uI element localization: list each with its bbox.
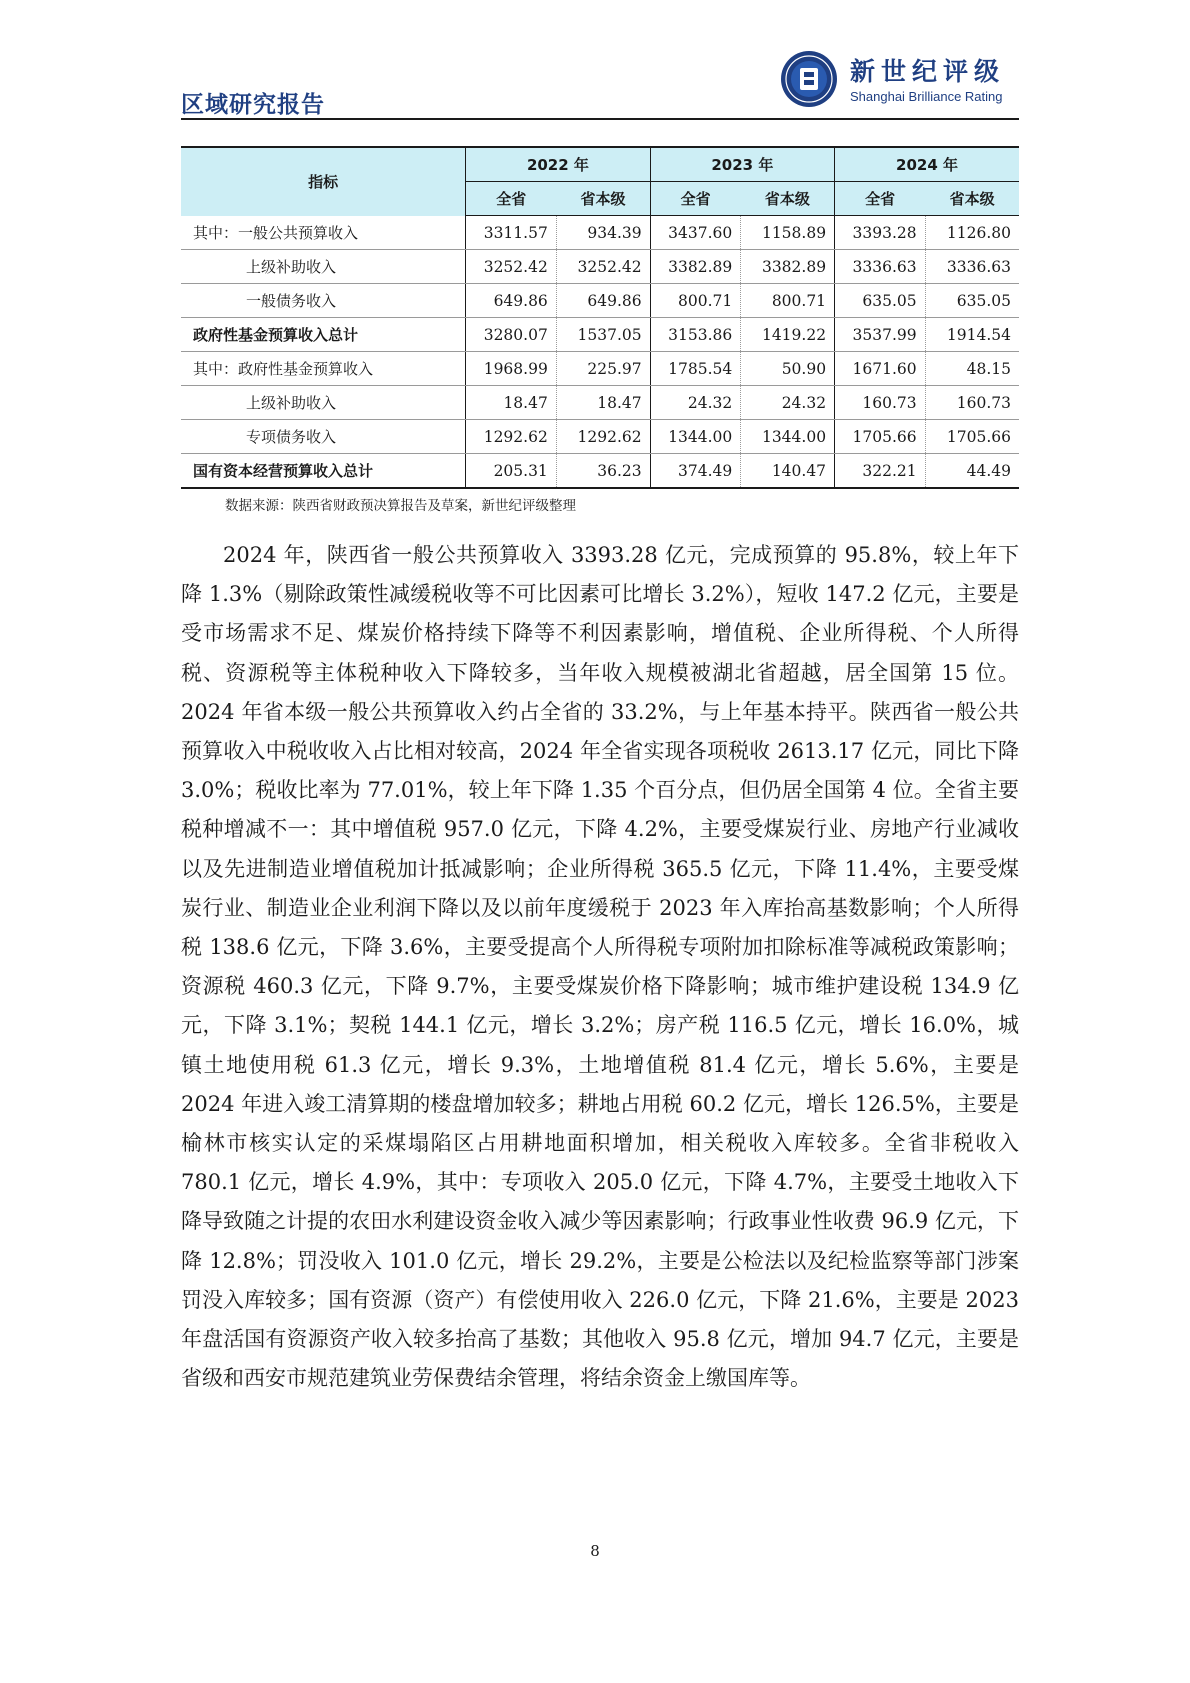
table-cell: 3393.28: [835, 216, 926, 250]
table-cell: 205.31: [466, 454, 557, 489]
logo-english-name: Shanghai Brilliance Rating: [850, 89, 1003, 104]
table-cell: 800.71: [650, 284, 741, 318]
table-cell: 3382.89: [650, 250, 741, 284]
table-cell: 649.86: [466, 284, 557, 318]
logo-emblem-icon: [780, 50, 838, 108]
table-cell: 3336.63: [835, 250, 926, 284]
table-cell: 3537.99: [835, 318, 926, 352]
table-row: [181, 250, 1019, 284]
page-number: 8: [590, 1542, 600, 1560]
table-cell: 635.05: [835, 284, 926, 318]
revenue-table: [181, 146, 1019, 489]
sub-header: 全省: [650, 182, 741, 216]
table-cell: 18.47: [466, 386, 557, 420]
table-cell: 50.90: [741, 352, 835, 386]
table-cell: 1705.66: [835, 420, 926, 454]
table-cell: 322.21: [835, 454, 926, 489]
table-cell: 225.97: [556, 352, 650, 386]
table-cell: 3311.57: [466, 216, 557, 250]
table-cell: 18.47: [556, 386, 650, 420]
table-cell: 140.47: [741, 454, 835, 489]
report-title: 区域研究报告: [181, 92, 325, 118]
body-paragraph: 2024 年，陕西省一般公共预算收入 3393.28 亿元，完成预算的 95.8%，较上年下降 1.3%（剔除政策性减缓税收等不可比因素可比增长 3.2%），短收 147.2 亿元，主要是受市场需求不足、煤炭价格持续下降等不利因素影响，增值税、企业所得税、个人所得税、资源税等主体税种收入下降较多，当年收入规模被湖北省超越，居全国第 15 位。2024 年省本级一般公共预算收入约占全省的 33.2%，与上年基本持平。陕西省一般公共预算收入中税收收入占比相对较高，2024 年全省实现各项税收 2613.17 亿元，同比下降 3.0%；税收比率为 77.01%，较上年下降 1.35 个百分点，但仍居全国第 4 位。全省主要税种增减不一：其中增值税 957.0 亿元，下降 4.2%，主要受煤炭行业、房地产行业减收以及先进制造业增值税加计抵减影响；企业所得税 365.5 亿元，下降 11.4%，主要受煤炭行业、制造业企业利润下降以及以前年度缓税于 2023 年入库抬高基数影响；个人所得税 138.6 亿元，下降 3.6%，主要受提高个人所得税专项附加扣除标准等减税政策影响；资源税 460.3 亿元，下降 9.7%，主要受煤炭价格下降影响；城市维护建设税 134.9 亿元，下降 3.1%；契税 144.1 亿元，增长 3.2%；房产税 116.5 亿元，增长 16.0%，城镇土地使用税 61.3 亿元，增长 9.3%，土地增值税 81.4 亿元，增长 5.6%，主要是 2024 年进入竣工清算期的楼盘增加较多；耕地占用税 60.2 亿元，增长 126.5%，主要是榆林市核实认定的采煤塌陷区占用耕地面积增加，相关税收入库较多。全省非税收入 780.1 亿元，增长 4.9%，其中：专项收入 205.0 亿元，下降 4.7%，主要受土地收入下降导致随之计提的农田水利建设资金收入减少等因素影响；行政事业性收费 96.9 亿元，下降 12.8%；罚没收入 101.0 亿元，增长 29.2%，主要是公检法以及纪检监察等部门涉案罚没入库较多；国有资源（资产）有偿使用收入 226.0 亿元，下降 21.6%，主要是 2023 年盘活国有资源资产收入较多抬高了基数；其他收入 95.8 亿元，增加 94.7 亿元，主要是省级和西安市规范建筑业劳保费结余管理，将结余资金上缴国库等。: [181, 543, 1019, 1391]
year-header: 2024 年: [835, 147, 1019, 182]
table-cell: 160.73: [925, 386, 1019, 420]
row-label: 上级补助收入: [181, 386, 466, 420]
row-label: 国有资本经营预算收入总计: [181, 454, 466, 489]
table-header-row: [181, 147, 1019, 182]
table-cell: 24.32: [741, 386, 835, 420]
table-cell: 3252.42: [466, 250, 557, 284]
table-cell: 1344.00: [741, 420, 835, 454]
table-row: [181, 420, 1019, 454]
table-cell: 635.05: [925, 284, 1019, 318]
table-cell: 1292.62: [556, 420, 650, 454]
table-row: [181, 454, 1019, 489]
index-column-header: 指标: [181, 147, 466, 216]
table-cell: 649.86: [556, 284, 650, 318]
table-row: [181, 352, 1019, 386]
sub-header: 省本级: [925, 182, 1019, 216]
table-cell: 1671.60: [835, 352, 926, 386]
table-cell: 1705.66: [925, 420, 1019, 454]
sub-header: 全省: [835, 182, 926, 216]
table-cell: 1419.22: [741, 318, 835, 352]
logo-chinese-name: 新世纪评级: [850, 57, 1006, 86]
table-cell: 1537.05: [556, 318, 650, 352]
row-label: 其中：政府性基金预算收入: [181, 352, 466, 386]
table-row: [181, 216, 1019, 250]
table-row: [181, 386, 1019, 420]
table-cell: 1292.62: [466, 420, 557, 454]
sub-header: 全省: [466, 182, 557, 216]
row-label: 其中：一般公共预算收入: [181, 216, 466, 250]
table-cell: 36.23: [556, 454, 650, 489]
year-header: 2022 年: [466, 147, 650, 182]
year-header: 2023 年: [650, 147, 834, 182]
data-source-note: 数据来源：陕西省财政预决算报告及草案，新世纪评级整理: [225, 498, 576, 514]
sub-header: 省本级: [556, 182, 650, 216]
table-cell: 1158.89: [741, 216, 835, 250]
row-label: 专项债务收入: [181, 420, 466, 454]
table-cell: 374.49: [650, 454, 741, 489]
table-cell: 1126.80: [925, 216, 1019, 250]
table-cell: 800.71: [741, 284, 835, 318]
table-cell: 934.39: [556, 216, 650, 250]
table-row: [181, 284, 1019, 318]
sub-header: 省本级: [741, 182, 835, 216]
table-cell: 24.32: [650, 386, 741, 420]
table-cell: 3336.63: [925, 250, 1019, 284]
table-cell: 1344.00: [650, 420, 741, 454]
table-cell: 3252.42: [556, 250, 650, 284]
row-label: 一般债务收入: [181, 284, 466, 318]
table-row: [181, 318, 1019, 352]
table-cell: 3382.89: [741, 250, 835, 284]
table-cell: 1968.99: [466, 352, 557, 386]
table-cell: 3280.07: [466, 318, 557, 352]
header-divider: [181, 118, 1019, 120]
table-cell: 1785.54: [650, 352, 741, 386]
table-cell: 3437.60: [650, 216, 741, 250]
row-label: 上级补助收入: [181, 250, 466, 284]
row-label: 政府性基金预算收入总计: [181, 318, 466, 352]
table-cell: 48.15: [925, 352, 1019, 386]
company-logo: [780, 50, 1030, 110]
table-cell: 160.73: [835, 386, 926, 420]
table-cell: 1914.54: [925, 318, 1019, 352]
table-cell: 44.49: [925, 454, 1019, 489]
table-cell: 3153.86: [650, 318, 741, 352]
